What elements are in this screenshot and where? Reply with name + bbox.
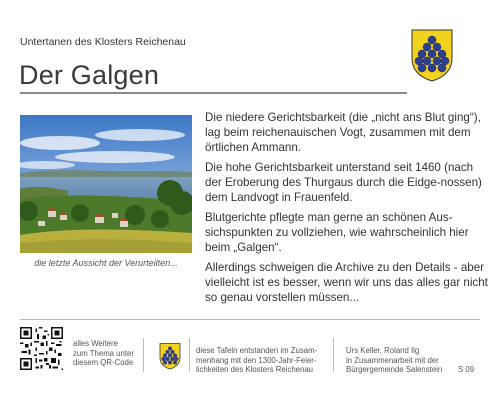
footer-divider [20,319,480,320]
coat-of-arms-icon [410,28,454,82]
landscape-photo [20,115,192,253]
paragraph: Die hohe Gerichtsbarkeit unterstand seit 1460 (nach der Eroberung des Thurgaus durch die Eidge-nossen) dem Landvogt in Frauenfeld. [205,161,482,204]
title-divider [20,92,407,94]
qr-hint: alles Weitere zum Thema unter diesem QR-Code [73,339,134,367]
body-text [205,110,489,310]
photo-caption: die letzte Aussicht der Verurteilten... [34,258,178,268]
paragraph: Allerdings schweigen die Archive zu den Details - aber vielleicht ist es besser, wenn wir uns das alles gar nicht so genau vorstellen müssen... [205,261,488,304]
paragraph: Die niedere Gerichtsbarkeit (die „nicht ans Blut ging“), lag beim reichenauischen Vogt, zusammen mit dem örtlichen Ammann. [205,111,481,154]
page-number: S 09 [458,365,475,374]
page-title: Der Galgen [19,60,160,90]
footer-separator [333,338,334,372]
page-subtitle: Untertanen des Klosters Reichenau [20,36,186,48]
footer-separator [189,338,190,372]
project-note: diese Tafeln entstanden im Zusam- menhang mit den 1300-Jahr-Feier- lichkeiten des Klosters Reichenau [196,346,318,374]
credits: Urs Keller, Roland Ilg in Zusammenarbeit mit der Bürgergemeinde Salenstein [346,346,443,374]
footer-separator [143,338,144,372]
paragraph: Blutgerichte pflegte man gerne an schönen Aus-sichspunkten zu vollziehen, wie wahrscheinlich hier beim „Galgen“. [205,211,469,254]
qr-code-icon[interactable] [20,327,63,370]
coat-of-arms-icon [159,342,181,370]
